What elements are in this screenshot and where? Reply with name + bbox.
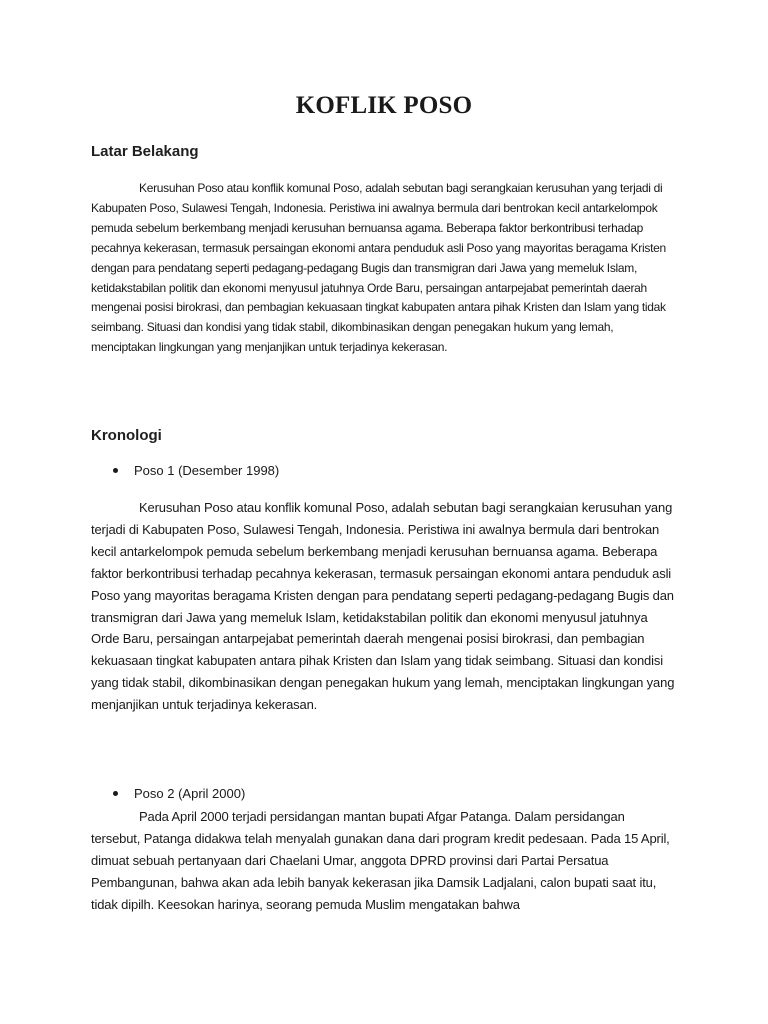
section-heading-kronologi: Kronologi	[91, 427, 162, 444]
latar-belakang-paragraph: Kerusuhan Poso atau konflik komunal Poso, adalah sebutan bagi serangkaian kerusuhan yang terjadi di Kabupaten Poso, Sulawesi Tengah, Indonesia. Peristiwa ini awalnya bermula dari bentrokan kecil antarkelompok pemuda sebelum berkembang menjadi kerusuhan bernuansa agama. Beberapa faktor berkontribusi terhadap pecahnya kekerasan, termasuk persaingan ekonomi antara penduduk asli Poso yang mayoritas beragama Kristen dengan para pendatang seperti pedagang-pedagang Bugis dan transmigran dari Jawa yang memeluk Islam, ketidakstabilan politik dan ekonomi menyusul jatuhnya Orde Baru, persaingan antarpejabat pemerintah daerah mengenai posisi birokrasi, dan pembagian kekuasaan tingkat kabupaten antara pihak Kristen dan Islam yang tidak seimbang. Situasi dan kondisi yang tidak stabil, dikombinasikan dengan penegakan hukum yang lemah, menciptakan lingkungan yang menjanjikan untuk terjadinya kekerasan.	[91, 181, 666, 355]
poso-1-paragraph: Kerusuhan Poso atau konflik komunal Poso, adalah sebutan bagi serangkaian kerusuhan yang terjadi di Kabupaten Poso, Sulawesi Tengah, Indonesia. Peristiwa ini awalnya bermula dari bentrokan kecil antarkelompok pemuda sebelum berkembang menjadi kerusuhan bernuansa agama. Beberapa faktor berkontribusi terhadap pecahnya kekerasan, termasuk persaingan ekonomi antara penduduk asli Poso yang mayoritas beragama Kristen dengan para pendatang seperti pedagang-pedagang Bugis dan transmigran dari Jawa yang memeluk Islam, ketidakstabilan politik dan ekonomi menyusul jatuhnya Orde Baru, persaingan antarpejabat pemerintah daerah mengenai posisi birokrasi, dan pembagian kekuasaan tingkat kabupaten antara pihak Kristen dan Islam yang tidak seimbang. Situasi dan kondisi yang tidak stabil, dikombinasikan dengan penegakan hukum yang lemah, menciptakan lingkungan yang menjanjikan untuk terjadinya kekerasan.	[91, 500, 675, 713]
poso-2-paragraph: Pada April 2000 terjadi persidangan mantan bupati Afgar Patanga. Dalam persidangan tersebut, Patanga didakwa telah menyalah gunakan dana dari program kredit pedesaan. Pada 15 April, dimuat sebuah pertanyaan dari Chaelani Umar, anggota DPRD provinsi dari Partai Persatua Pembangunan, bahwa akan ada lebih banyak kekerasan jika Damsik Ladjalani, calon bupati saat itu, tidak dipilh. Keesokan harinya, seorang pemuda Muslim mengatakan bahwa	[91, 809, 670, 912]
bullet-icon	[113, 468, 118, 473]
list-item-label: Poso 1 (Desember 1998)	[134, 463, 280, 478]
list-item-label: Poso 2 (April 2000)	[134, 786, 246, 801]
list-item-poso-2	[113, 786, 245, 801]
section-heading-latar-belakang: Latar Belakang	[91, 143, 199, 160]
list-item-poso-1	[113, 463, 279, 478]
document-title: KOFLIK POSO	[295, 92, 473, 119]
bullet-icon	[113, 791, 118, 796]
